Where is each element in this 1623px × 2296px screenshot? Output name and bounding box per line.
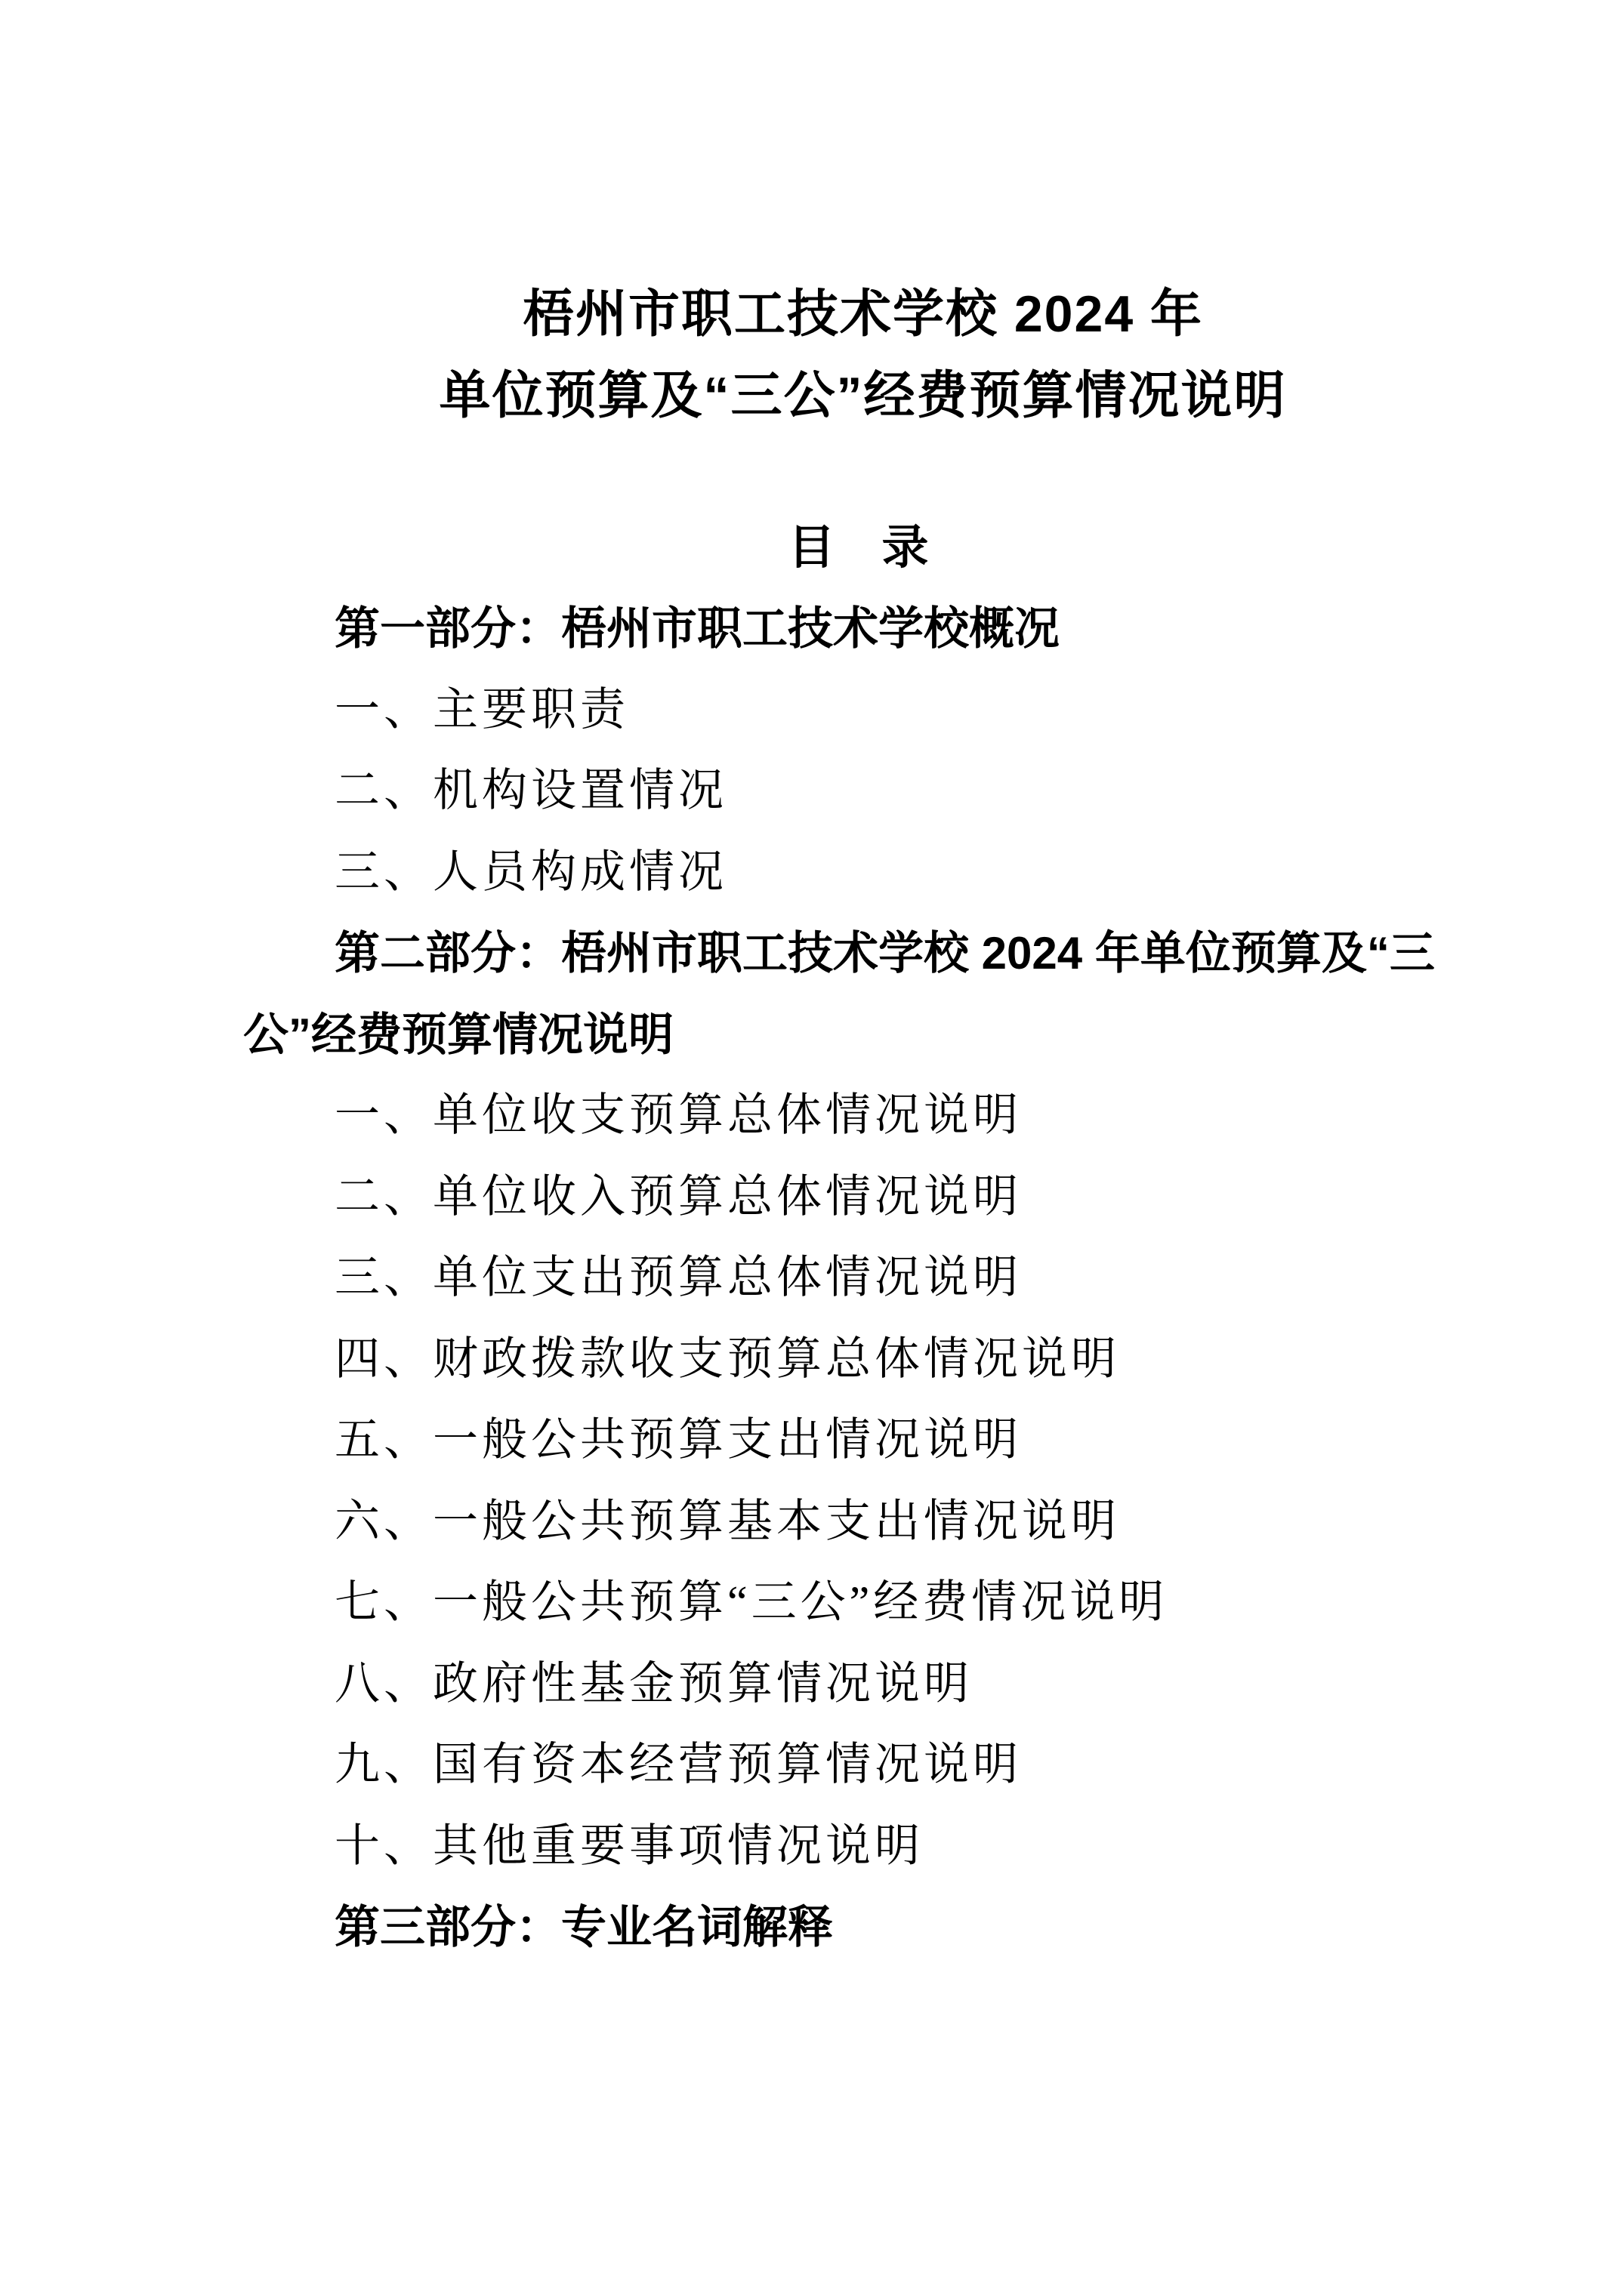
toc-item-2-3: 三、单位支出预算总体情况说明	[335, 1253, 1022, 1302]
toc-item-2-1: 一、单位收支预算总体情况说明	[335, 1090, 1022, 1140]
toc-entry-part2-line2: 公”经费预算情况说明	[243, 1009, 674, 1060]
toc-entry-part1: 第一部分：梧州市职工技术学校概况	[335, 603, 1060, 654]
toc-item-2-5: 五、一般公共预算支出情况说明	[335, 1415, 1022, 1465]
toc-list	[243, 588, 1435, 1968]
toc-item-2-9: 九、国有资本经营预算情况说明	[335, 1740, 1022, 1789]
doc-title-line1: 梧州市职工技术学校 2024 年	[522, 285, 1204, 343]
document-title	[0, 274, 1623, 436]
toc-item-1-2: 二、机构设置情况	[335, 766, 727, 815]
doc-title-line2: 单位预算及“三公”经费预算情况说明	[439, 366, 1287, 424]
toc-item-1-3: 三、人员构成情况	[335, 846, 727, 897]
toc-item-2-2: 二、单位收入预算总体情况说明	[335, 1171, 1022, 1222]
toc-entry-part2-line1: 第二部分：梧州市职工技术学校 2024 年单位预算及“三	[335, 928, 1435, 978]
toc-entry-part3: 第三部分：专业名词解释	[335, 1902, 833, 1952]
toc-item-1-1: 一、主要职责	[335, 684, 629, 735]
toc-item-2-8: 八、政府性基金预算情况说明	[335, 1658, 973, 1709]
toc-item-2-4: 四、财政拨款收支预算总体情况说明	[335, 1333, 1120, 1384]
toc-heading: 目 录	[788, 522, 929, 574]
toc-item-2-6: 六、一般公共预算基本支出情况说明	[335, 1496, 1120, 1546]
toc-item-2-10: 十、其他重要事项情况说明	[335, 1820, 924, 1871]
toc-item-2-7: 七、一般公共预算“三公”经费情况说明	[335, 1577, 1168, 1627]
